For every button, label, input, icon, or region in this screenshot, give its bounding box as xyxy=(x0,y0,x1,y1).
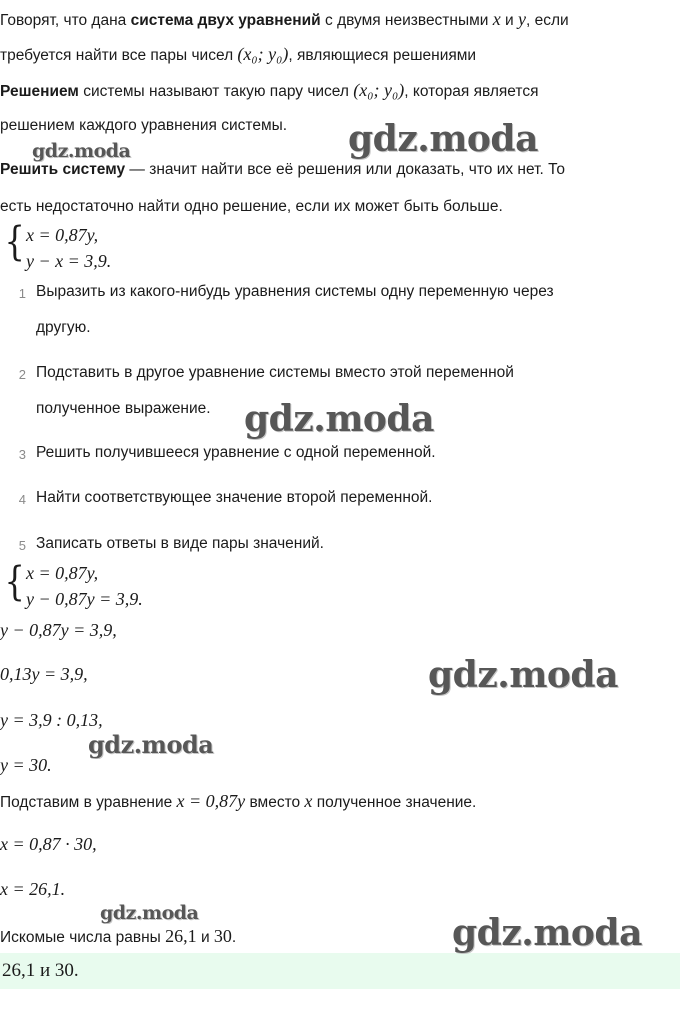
watermark-logo: gdz.moda xyxy=(452,912,642,954)
intro-line-5: Решить систему — значит найти все её решения или доказать, что их нет. То xyxy=(0,161,565,178)
solution-step-6: x = 26,1. xyxy=(0,879,66,899)
final-sentence: Искомые числа равны 26,1 и 30. xyxy=(0,926,237,946)
step-text: полученное выражение. xyxy=(36,400,211,417)
intro-line-2: требуется найти все пары чисел (x₀; y₀), являющиеся решениями xyxy=(0,44,477,64)
system-1-eq-2: y − x = 3,9. xyxy=(26,251,112,271)
answer-box xyxy=(0,953,680,989)
answer-text: 26,1 и 30. xyxy=(2,960,79,981)
watermark-logo: gdz.moda xyxy=(348,118,538,160)
substitution-text: Подставим в уравнение x = 0,87y вместо x полученное значение. xyxy=(0,791,477,811)
watermark-logo: gdz.moda xyxy=(32,140,131,162)
step-text: Подставить в другое уравнение системы вместо этой переменной xyxy=(36,364,514,381)
step-text: Найти соответствующее значение второй переменной. xyxy=(36,489,433,506)
watermark-logo: gdz.moda xyxy=(100,902,199,924)
intro-line-6: есть недостаточно найти одно решение, если их может быть больше. xyxy=(0,198,503,215)
brace-icon: { xyxy=(4,219,25,265)
brace-icon: { xyxy=(4,559,25,605)
system-2-eq-1: x = 0,87y, xyxy=(26,563,99,583)
watermark-logo: gdz.moda xyxy=(244,398,434,440)
solution-step-5: x = 0,87 · 30, xyxy=(0,834,97,854)
step-number: 2 xyxy=(18,367,26,382)
solution-step-1: y − 0,87y = 3,9, xyxy=(0,620,117,640)
step-text: Решить получившееся уравнение с одной переменной. xyxy=(36,444,436,461)
solution-step-4: y = 30. xyxy=(0,755,52,775)
system-1-eq-1: x = 0,87y, xyxy=(26,225,99,245)
step-number: 1 xyxy=(18,286,26,301)
step-number: 3 xyxy=(18,447,26,462)
step-number: 5 xyxy=(18,538,26,553)
step-number: 4 xyxy=(18,492,26,507)
step-text: другую. xyxy=(36,319,91,336)
watermark-logo: gdz.moda xyxy=(88,730,214,759)
solution-step-3: y = 3,9 : 0,13, xyxy=(0,710,103,730)
step-text: Выразить из какого-нибудь уравнения системы одну переменную через xyxy=(36,283,554,300)
intro-line-3: Решением системы называют такую пару чисел (x₀; y₀), которая является xyxy=(0,80,539,100)
system-2-eq-2: y − 0,87y = 3,9. xyxy=(26,589,143,609)
step-text: Записать ответы в виде пары значений. xyxy=(36,535,324,552)
solution-step-2: 0,13y = 3,9, xyxy=(0,664,88,684)
intro-line-4: решением каждого уравнения системы. xyxy=(0,117,288,134)
intro-line-1: Говорят, что дана система двух уравнений с двумя неизвестными x и y, если xyxy=(0,9,569,29)
watermark-logo: gdz.moda xyxy=(428,654,618,696)
